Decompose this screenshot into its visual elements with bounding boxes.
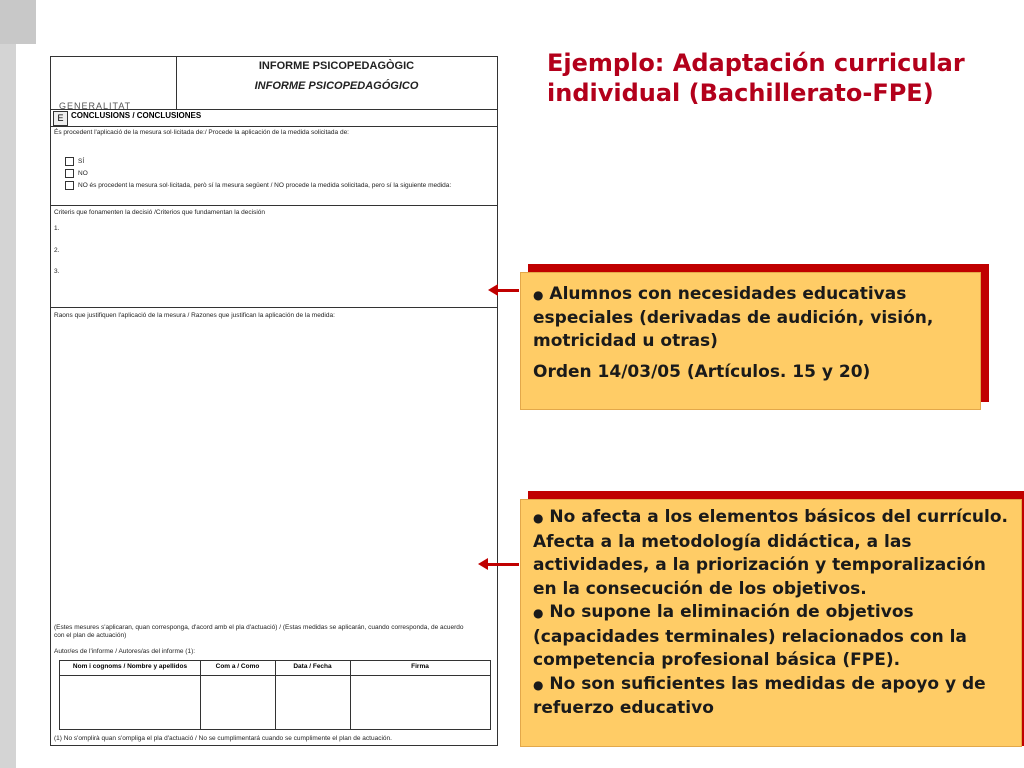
criteria-item-2: 2. [54,247,60,254]
criteria-item-1: 1. [54,225,60,232]
form-logo-area [51,57,177,109]
col-date: Data / Fecha [275,661,351,729]
form-header-title-valencian: INFORME PSICOPEDAGÒGIC [258,60,415,72]
option-other [65,181,451,190]
option-si [65,157,84,166]
checkbox [65,169,74,178]
arrow-left-icon [487,563,519,566]
box2-bullet-2-text: No supone la eliminación de objetivos (capacidades terminales) relacionados con la competencia profesional básica (FPE). [533,602,967,670]
section-title: CONCLUSIONS / CONCLUSIONES [71,111,202,120]
divider [51,205,497,206]
psychopedagogical-report-form [50,56,498,746]
authors-table [59,660,491,730]
authors-label: Autor/es de l'informe / Autores/as del informe (1): [54,648,196,655]
callout-box-1 [520,272,981,410]
col-name: Nom i cognoms / Nombre y apellidos [60,661,201,729]
criteria-item-3: 3. [54,268,60,275]
checkbox [65,181,74,190]
option-no [65,169,88,178]
left-white-strip [16,44,36,768]
box1-bullet-text: Alumnos con necesidades educativas especiales (derivadas de audición, visión, motricidad u otras) [533,284,934,351]
arrow-left-icon [497,289,519,292]
form-header-title-spanish: INFORME PSICOPEDAGÓGICO [254,80,419,92]
option-si-label: SÍ [78,158,85,166]
option-other-label: NO és procedent la mesura sol·licitada, però sí la mesura següent / NO procede la medida solicitada, pero sí la siguiente medida: [78,182,452,190]
bullet-icon: ● [533,288,544,302]
box2-bullet-3-text: No son suficientes las medidas de apoyo y de refuerzo educativo [533,673,986,718]
left-band-top [0,0,36,44]
generalitat-logo-text: GENERALITAT [59,101,132,111]
box2-bullet-1 [533,506,1009,601]
criteria-label: Criteris que fonamenten la decisió /Criterios que fundamentan la decisión [54,209,266,216]
note-line-2: con el plan de actuación) [54,632,127,639]
divider [51,307,497,308]
section-letter: E [53,111,68,126]
slide-title: Ejemplo: Adaptación curricular individual (Bachillerato-FPE) [547,49,965,107]
bullet-icon: ● [533,511,544,525]
bullet-icon: ● [533,606,544,620]
box2-bullet-3 [533,673,1009,721]
col-role: Com a / Como [200,661,276,729]
box2-bullet-2 [533,601,1009,673]
note-line-1: (Estes mesures s'aplicaran, quan corresponga, d'acord amb el pla d'actuació) / (Estas medidas se aplicarán, cuando corresponda, de acuerdo [54,624,464,631]
form-header [176,57,497,109]
procede-label: És procedent l'aplicació de la mesura sol·licitada de:/ Procede la aplicación de la medida solicitada de: [54,129,349,136]
callout-box-2 [520,499,1022,747]
bullet-icon: ● [533,677,544,692]
checkbox [65,157,74,166]
section-bar [51,109,497,127]
box2-bullet-1-text: No afecta a los elementos básicos del currículo. Afecta a la metodología didáctica, a las actividades, a la priorización y temporalización en la consecución de los objetivos. [533,507,1008,599]
col-signature: Firma [411,663,429,670]
box1-bullet [533,283,968,353]
reasons-label: Raons que justifiquen l'aplicació de la mesura / Razones que justifican la aplicación de la medida: [54,312,335,319]
footnote: (1) No s'omplirà quan s'ompliga el pla d'actuació / No se cumplimentará cuando se cumplimente el plan de actuación. [54,735,392,742]
option-no-label: NO [78,170,88,178]
box1-reference: Orden 14/03/05 (Artículos. 15 y 20) [533,362,871,382]
